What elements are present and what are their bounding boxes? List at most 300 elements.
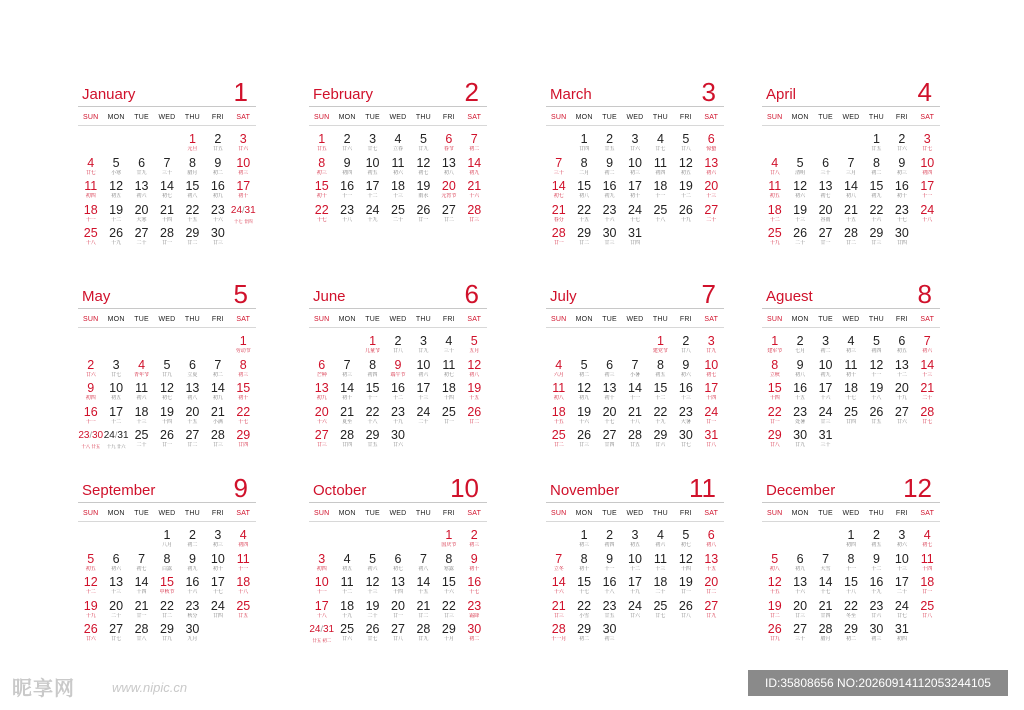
day-cell (411, 132, 436, 156)
lunar-label: 十一 (604, 565, 615, 572)
lunar-label: 十七 (896, 216, 907, 223)
day-cell (78, 622, 103, 646)
lunar-label: 廿六 (85, 371, 96, 378)
day-cell (180, 358, 205, 382)
day-cell (838, 334, 863, 358)
day-cell (813, 575, 838, 599)
weekday-thu: THU (868, 509, 884, 517)
lunar-label: 初十 (579, 565, 590, 572)
day-cell (864, 405, 889, 429)
weekday-wed: WED (626, 509, 644, 517)
day-number: 26 (109, 226, 124, 240)
lunar-label: 初七 (392, 565, 403, 572)
lunar-label: 中秋节 (159, 589, 175, 595)
weekday-thu: THU (415, 113, 431, 121)
lunar-label: 廿五 (604, 146, 615, 152)
lunar-label: 廿七 (85, 169, 96, 176)
day-number: 13 (109, 575, 124, 589)
weekday-sat: SAT (236, 315, 251, 323)
lunar-label: 廿三 (469, 216, 480, 223)
lunar-label: 廿九 (161, 371, 172, 378)
lunar-label: 初六 (136, 395, 147, 401)
month-number: 3 (701, 77, 716, 107)
day-number: 5 (682, 132, 690, 146)
month-name: April (766, 86, 797, 103)
lunar-label: 廿一 (136, 612, 147, 619)
day-number: 11 (391, 155, 405, 170)
day-number: 2 (682, 334, 690, 348)
day-number: 16 (602, 179, 617, 193)
day-number: 25 (134, 428, 149, 442)
day-number: 1 (188, 132, 196, 146)
lunar-label: 十六 (820, 395, 831, 401)
day-grid (762, 132, 940, 250)
weekday-sat: SAT (467, 509, 482, 517)
lunar-label: 廿四 (845, 418, 856, 425)
lunar-label: 十三 (136, 418, 147, 425)
lunar-label: 初十 (629, 193, 640, 199)
month-name: December (766, 482, 836, 499)
day-number: 13 (134, 179, 149, 193)
lunar-label: 十一 (922, 193, 933, 199)
weekday-mon: MON (791, 315, 809, 323)
day-cell (360, 552, 385, 576)
day-number: 15 (314, 179, 329, 193)
weekday-thu: THU (868, 315, 884, 323)
day-number: 2 (606, 132, 614, 146)
day-cell (546, 358, 571, 382)
lunar-label: 十六 (212, 216, 223, 223)
weekday-wed: WED (626, 113, 644, 121)
lunar-label: 初五 (680, 169, 691, 176)
day-cell (813, 358, 838, 382)
day-cell (699, 552, 724, 576)
weekday-header (78, 311, 256, 328)
day-cell (813, 226, 838, 250)
day-number: 15 (160, 575, 174, 589)
day-number: 31 (894, 622, 909, 636)
lunar-label: 初七 (706, 371, 717, 378)
day-number: 18 (340, 598, 355, 613)
day-cell (411, 552, 436, 576)
day-number: 22 (314, 202, 329, 217)
weekday-thu: THU (652, 315, 668, 323)
lunar-label: 十六 (604, 216, 615, 223)
day-number: 15 (653, 381, 668, 395)
lunar-label: 初九 (316, 395, 327, 401)
day-number: 2 (214, 132, 222, 146)
day-number: 7 (555, 155, 563, 170)
day-cell (205, 599, 230, 623)
day-cell (699, 179, 724, 203)
day-cell (864, 528, 889, 552)
day-number: 27 (109, 622, 124, 636)
day-cell (597, 358, 622, 382)
day-number: 4 (656, 132, 664, 146)
day-cell (462, 358, 487, 382)
lunar-label: 初六 (896, 542, 907, 548)
day-cell (864, 575, 889, 599)
day-number: 10 (818, 357, 833, 372)
month-number: 7 (701, 279, 716, 309)
day-number: 20 (109, 598, 124, 613)
month-number: 2 (464, 77, 479, 107)
day-cell (889, 622, 914, 646)
day-cell (103, 599, 128, 623)
day-cell (546, 226, 571, 250)
lunar-label: 十月 (443, 636, 454, 642)
day-cell (180, 405, 205, 429)
day-number: 10 (236, 155, 251, 170)
day-number: 14 (134, 575, 149, 589)
weekday-tue: TUE (365, 315, 380, 323)
lunar-label: 初三 (212, 542, 223, 548)
day-number: 27 (704, 598, 719, 613)
day-cell (762, 599, 787, 623)
weekday-fri: FRI (679, 315, 692, 323)
lunar-label: 十三 (418, 395, 429, 401)
day-number: 22 (160, 598, 174, 613)
lunar-label: 初六 (392, 169, 403, 176)
day-cell (571, 575, 596, 599)
day-cell (154, 575, 179, 599)
weekday-wed: WED (842, 315, 860, 323)
day-cell (546, 428, 571, 452)
day-number: 2 (87, 357, 95, 372)
day-cell (838, 575, 863, 599)
day-cell (889, 358, 914, 382)
day-number: 17 (628, 179, 642, 193)
lunar-label: 廿五 (367, 442, 378, 448)
day-number: 9 (606, 155, 614, 170)
lunar-label: 十九 (680, 216, 691, 223)
weekday-tue: TUE (134, 315, 149, 323)
day-number: 14 (160, 179, 174, 193)
day-cell (385, 575, 410, 599)
brand-watermark: 昵享网 (12, 678, 75, 700)
day-number: 7 (419, 551, 427, 566)
day-cell (231, 132, 256, 156)
day-cell (597, 156, 622, 180)
day-cell (864, 132, 889, 156)
day-cell (411, 179, 436, 203)
lunar-label: 廿二 (579, 240, 590, 246)
day-number: 28 (467, 202, 482, 217)
day-number: 16 (467, 575, 482, 589)
lunar-label: 六月 (553, 371, 564, 378)
lunar-label: 立春 (392, 146, 403, 152)
weekday-thu: THU (415, 509, 431, 517)
lunar-label: 廿五 (629, 442, 640, 448)
lunar-label: 初五 (871, 542, 882, 548)
day-number: 29 (767, 428, 782, 442)
lunar-label: 初十 (316, 193, 327, 199)
day-number: 13 (602, 381, 617, 395)
day-cell (622, 179, 647, 203)
day-number: 12 (869, 357, 884, 372)
day-number: 25 (920, 598, 935, 613)
day-number: 13 (314, 381, 329, 395)
lunar-label: 初四 (604, 542, 615, 548)
day-cell (78, 156, 103, 180)
lunar-label: 初七 (680, 542, 691, 548)
lunar-label: 初五 (367, 169, 378, 176)
day-cell (360, 381, 385, 405)
day-number: 18 (653, 575, 668, 589)
day-cell (813, 179, 838, 203)
day-number: 24 (704, 404, 719, 419)
day-grid (78, 528, 256, 646)
day-cell (360, 132, 385, 156)
empty-cell (622, 334, 647, 358)
day-number: 30 (185, 622, 200, 636)
day-number: 2 (898, 132, 906, 146)
lunar-label: 初九 (469, 169, 480, 176)
lunar-label: 初二 (187, 542, 198, 548)
day-number: 4 (923, 528, 931, 542)
day-cell (385, 622, 410, 646)
day-number: 4 (847, 334, 855, 348)
day-grid (762, 528, 940, 646)
day-cell (762, 552, 787, 576)
day-cell (462, 132, 487, 156)
empty-cell (360, 528, 385, 552)
day-number: 14 (844, 179, 858, 193)
day-cell (597, 132, 622, 156)
weekday-thu: THU (652, 509, 668, 517)
day-cell (360, 575, 385, 599)
day-cell (154, 599, 179, 623)
day-number: 20 (894, 381, 909, 395)
lunar-label: 十一 (85, 418, 96, 425)
day-number: 2 (796, 334, 804, 348)
day-number: 22 (365, 404, 380, 419)
lunar-label: 十七 (820, 589, 831, 595)
day-number: 22 (577, 598, 592, 613)
weekday-header (762, 505, 940, 522)
lunar-label: 十五 (469, 395, 480, 401)
lunar-label: 初十 (342, 395, 353, 401)
day-number: 25 (653, 202, 668, 217)
month-header (309, 78, 487, 107)
lunar-label: 初六 (136, 193, 147, 199)
lunar-label: 廿一 (161, 442, 172, 448)
lunar-label: 初六 (655, 542, 666, 548)
day-number: 2 (872, 528, 880, 542)
day-number: 2 (606, 528, 614, 542)
day-cell (864, 381, 889, 405)
day-number: 13 (704, 155, 719, 170)
day-cell (411, 358, 436, 382)
day-cell (889, 381, 914, 405)
weekday-header (309, 109, 487, 126)
day-cell (436, 334, 461, 358)
lunar-label: 秋分 (187, 612, 198, 619)
lunar-label: 初七 (553, 193, 564, 199)
empty-cell (154, 132, 179, 156)
empty-cell (762, 132, 787, 156)
day-number: 17 (109, 404, 124, 419)
lunar-label: 廿七 (655, 612, 666, 619)
day-cell (309, 552, 334, 576)
day-number: 27 (441, 202, 456, 217)
lunar-label: 初九 (212, 193, 223, 199)
empty-cell (129, 528, 154, 552)
day-number: 1 (872, 132, 880, 146)
weekday-thu: THU (415, 315, 431, 323)
day-cell (673, 405, 698, 429)
lunar-label: 初四 (655, 169, 666, 176)
lunar-label: 十一 (845, 565, 856, 572)
lunar-label: 初四 (845, 542, 856, 548)
day-number: 4 (656, 528, 664, 542)
lunar-label: 十二 (342, 589, 353, 595)
day-number: 13 (391, 575, 405, 589)
day-cell (787, 599, 812, 623)
lunar-label: 廿五 (316, 146, 327, 152)
lunar-label: 廿二 (553, 442, 564, 448)
lunar-label: 初八 (845, 193, 856, 199)
day-cell (180, 428, 205, 452)
day-number: 22 (869, 202, 884, 217)
day-number: 18 (134, 404, 149, 419)
day-number: 9 (470, 551, 478, 566)
lunar-label: 廿五 (604, 612, 615, 619)
day-cell (462, 405, 487, 429)
lunar-label: 十一 (629, 395, 640, 401)
day-cell (360, 179, 385, 203)
lunar-label: 廿六 (392, 442, 403, 448)
month-name: Aguest (766, 288, 813, 305)
day-number: 10 (704, 357, 719, 372)
day-number: 15 (767, 381, 782, 395)
day-cell (154, 552, 179, 576)
day-number: 10 (628, 551, 642, 566)
day-cell (699, 428, 724, 452)
lunar-label: 廿一 (706, 418, 717, 425)
day-cell (673, 552, 698, 576)
lunar-label: 十四 (769, 395, 780, 401)
lunar-label: 初四 (85, 193, 96, 199)
day-cell (309, 405, 334, 429)
lunar-label: 廿六 (896, 146, 907, 152)
weekday-header (309, 311, 487, 328)
lunar-label: 十五 (795, 395, 806, 401)
day-cell (648, 405, 673, 429)
lunar-label: 初九 (187, 565, 198, 572)
month-september (78, 474, 256, 646)
day-cell (915, 599, 940, 623)
day-cell (205, 575, 230, 599)
day-number: 12 (678, 155, 693, 170)
day-number: 16 (185, 575, 200, 589)
day-cell (889, 528, 914, 552)
day-number: 26 (678, 202, 693, 217)
day-cell (309, 575, 334, 599)
day-cell (597, 226, 622, 250)
day-number: 17 (818, 381, 833, 395)
lunar-label: 初八 (706, 542, 717, 548)
month-header (78, 280, 256, 309)
lunar-label: 初六 (706, 169, 717, 176)
day-number: 21 (551, 202, 566, 217)
day-number: 6 (707, 528, 715, 542)
lunar-label: 初四 (85, 395, 96, 401)
day-cell (838, 156, 863, 180)
lunar-label: 廿五 (871, 146, 882, 152)
day-number: 8 (580, 551, 588, 566)
day-number: 21 (340, 404, 355, 419)
empty-cell (78, 334, 103, 358)
day-cell (436, 552, 461, 576)
lunar-label: 三十 (820, 442, 831, 448)
day-cell (180, 203, 205, 227)
weekday-fri: FRI (442, 315, 455, 323)
day-number: 9 (796, 357, 804, 372)
day-number: 7 (214, 357, 222, 372)
weekday-sun: SUN (83, 315, 99, 323)
day-cell (462, 528, 487, 552)
lunar-label: 廿八 (769, 169, 780, 176)
weekday-fri: FRI (895, 509, 908, 517)
weekday-tue: TUE (602, 509, 617, 517)
weekday-sun: SUN (551, 509, 567, 517)
day-number: 11 (442, 357, 456, 372)
day-cell (915, 575, 940, 599)
day-cell (699, 358, 724, 382)
lunar-label: 十九 (655, 418, 666, 425)
day-cell (838, 622, 863, 646)
day-cell (813, 381, 838, 405)
day-cell (673, 381, 698, 405)
day-cell (180, 622, 205, 646)
month-name: October (313, 482, 367, 499)
lunar-label: 十四 (443, 395, 454, 401)
day-cell (787, 381, 812, 405)
day-number: 6 (707, 132, 715, 146)
day-grid (309, 334, 487, 452)
lunar-label: 青年节 (134, 371, 150, 378)
day-number: 21 (628, 404, 642, 419)
day-cell (889, 132, 914, 156)
day-cell (309, 428, 334, 452)
day-cell (436, 381, 461, 405)
day-number: 30 (210, 226, 225, 240)
lunar-label: 廿六 (629, 146, 640, 152)
lunar-label: 十六 (553, 589, 564, 595)
day-cell (334, 179, 359, 203)
day-number: 21 (160, 202, 174, 217)
lunar-label: 十三 (922, 371, 933, 378)
lunar-label: 初二 (871, 169, 882, 176)
weekday-fri: FRI (211, 509, 224, 517)
month-header (309, 474, 487, 503)
day-cell (129, 381, 154, 405)
lunar-label: 廿二 (187, 240, 198, 246)
day-cell (360, 428, 385, 452)
day-number: 20 (704, 179, 719, 193)
day-number: 16 (602, 575, 617, 589)
site-url: www.nipic.cn (112, 680, 188, 695)
day-cell (673, 599, 698, 623)
day-cell (813, 622, 838, 646)
empty-cell (103, 334, 128, 358)
day-cell (648, 179, 673, 203)
lunar-label: 十三 (392, 193, 403, 199)
lunar-label: 十一 (342, 193, 353, 199)
watermark-footer (0, 668, 1024, 710)
lunar-label: 二十 (392, 216, 403, 223)
